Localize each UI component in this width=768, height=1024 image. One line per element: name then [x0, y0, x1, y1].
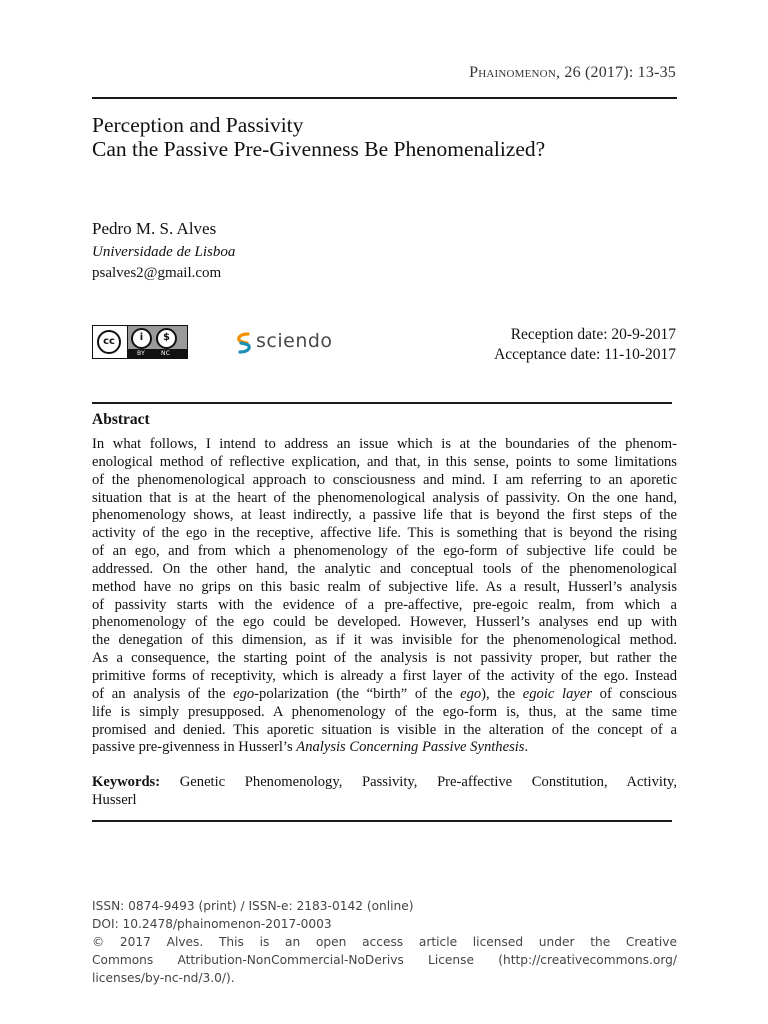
- license-line[interactable]: licenses/by-nc-nd/3.0/).: [92, 971, 235, 985]
- footer: [92, 897, 677, 987]
- abstract-fragment: of an analysis of the: [92, 685, 234, 702]
- acceptance-date: Acceptance date: 11-10-2017: [494, 346, 676, 363]
- sciendo-mark-icon: [236, 332, 252, 354]
- issn: ISSN: 0874-9493 (print) / ISSN-e: 2183-0142 (online): [92, 899, 414, 913]
- license-line: © 2017 Alves. This is an open access article licensed under the Creative: [92, 935, 677, 949]
- abstract-fragment: .: [524, 739, 529, 756]
- keywords-line: [92, 773, 677, 791]
- article-title: [92, 113, 545, 161]
- reception-date: Reception date: 20-9-2017: [510, 326, 676, 343]
- abstract-heading: Abstract: [92, 411, 150, 428]
- keywords-list: Genetic Phenomenology, Passivity, Pre-affective Constitution, Activity,: [160, 774, 677, 790]
- nc-label: NC: [161, 350, 171, 357]
- abstract-line: promised and denied. This aporetic situation is visible in the alteration of the concept of a: [92, 721, 677, 738]
- attribution-icon: i: [131, 328, 152, 349]
- abstract-fragment: ), the: [481, 685, 523, 702]
- abstract-line: of an ego, and from which a phenomenology of the ego-form of subjective life could be: [92, 543, 677, 560]
- journal-header: [469, 64, 676, 82]
- title-line-2: Can the Passive Pre-Givenness Be Phenomenalized?: [92, 137, 546, 161]
- abstract-line: phenomenology of the ego could be developed. However, Husserl’s analyses end up with: [92, 614, 677, 631]
- abstract-line: life is simply presupposed. A phenomenology of the ego-form is, thus, at the same time: [92, 703, 677, 720]
- abstract-line: activity of the ego in the receptive, affective life. This is something that is beyond the rising: [92, 525, 677, 542]
- abstract-italic: ego: [233, 685, 255, 702]
- abstract-top-rule: [92, 402, 672, 404]
- license-line[interactable]: Commons Attribution-NonCommercial-NoDerivs License (http://creativecommons.org/: [92, 953, 677, 967]
- abstract-italic: ego: [460, 685, 482, 702]
- keywords: [92, 773, 677, 809]
- abstract-line: primitive forms of receptivity, which is already a first layer of the activity of the ego. Instead: [92, 667, 677, 684]
- abstract-line: [92, 739, 677, 757]
- abstract-line: [92, 686, 677, 704]
- abstract-line: enological method of reflective explication, and that, in this sense, points to some limitations: [92, 453, 677, 470]
- cc-badge-strip: [127, 349, 187, 358]
- journal-issue: , 26 (2017): 13-35: [555, 64, 676, 81]
- cc-icon: cc: [97, 330, 121, 354]
- title-line-1: Perception and Passivity: [92, 113, 304, 137]
- by-label: BY: [137, 350, 146, 357]
- abstract-line: the denegation of this dimension, as if it was invisible for the phenomenological method.: [92, 632, 677, 649]
- abstract-italic: Analysis Concerning Passive Synthesis: [296, 739, 525, 756]
- abstract-line: phenomenology shows, at least indirectly, a passive life that is beyond the first steps of the: [92, 507, 677, 524]
- abstract-fragment: passive pre-givenness in Husserl’s: [92, 739, 297, 756]
- cc-license-badge[interactable]: [92, 325, 188, 359]
- abstract-line: addressed. On the other hand, the analytic and conceptual tools of the phenomenological: [92, 560, 677, 577]
- doi[interactable]: DOI: 10.2478/phainomenon-2017-0003: [92, 917, 332, 931]
- abstract-line: In what follows, I intend to address an issue which is at the boundaries of the phenom-: [92, 436, 677, 452]
- abstract-line: As a consequence, the starting point of the analysis is not passivity proper, but rather the: [92, 650, 677, 667]
- keywords-label: Keywords:: [92, 774, 161, 790]
- noncommercial-icon: $: [156, 328, 177, 349]
- author-name: Pedro M. S. Alves: [92, 219, 217, 238]
- sciendo-wordmark: sciendo: [256, 330, 333, 352]
- journal-name: Phainomenon: [469, 64, 556, 81]
- article-dates: [494, 325, 676, 365]
- abstract-bottom-rule: [92, 820, 672, 822]
- keywords-line: Husserl: [92, 792, 137, 808]
- abstract-line: situation that is at the heart of the phenomenological analysis of passivity. On the one hand,: [92, 489, 677, 506]
- abstract-line: method have no grips on this basic realm of subjective life. As a result, Husserl’s analysis: [92, 578, 677, 595]
- author-email[interactable]: psalves2@gmail.com: [92, 265, 222, 281]
- author-affiliation: Universidade de Lisboa: [92, 244, 236, 260]
- abstract-line: of the phenomenological approach to consciousness and mind. I am referring to an aporetic: [92, 471, 677, 488]
- abstract-text: [92, 436, 677, 757]
- abstract-fragment: -polarization (the “birth” of the: [254, 685, 461, 702]
- abstract-fragment: of conscious: [592, 685, 677, 702]
- abstract-italic: egoic layer: [522, 685, 593, 702]
- abstract-line: of passivity starts with the evidence of a pre-affective, pre-egoic realm, from which a: [92, 596, 677, 613]
- header-rule: [92, 97, 677, 99]
